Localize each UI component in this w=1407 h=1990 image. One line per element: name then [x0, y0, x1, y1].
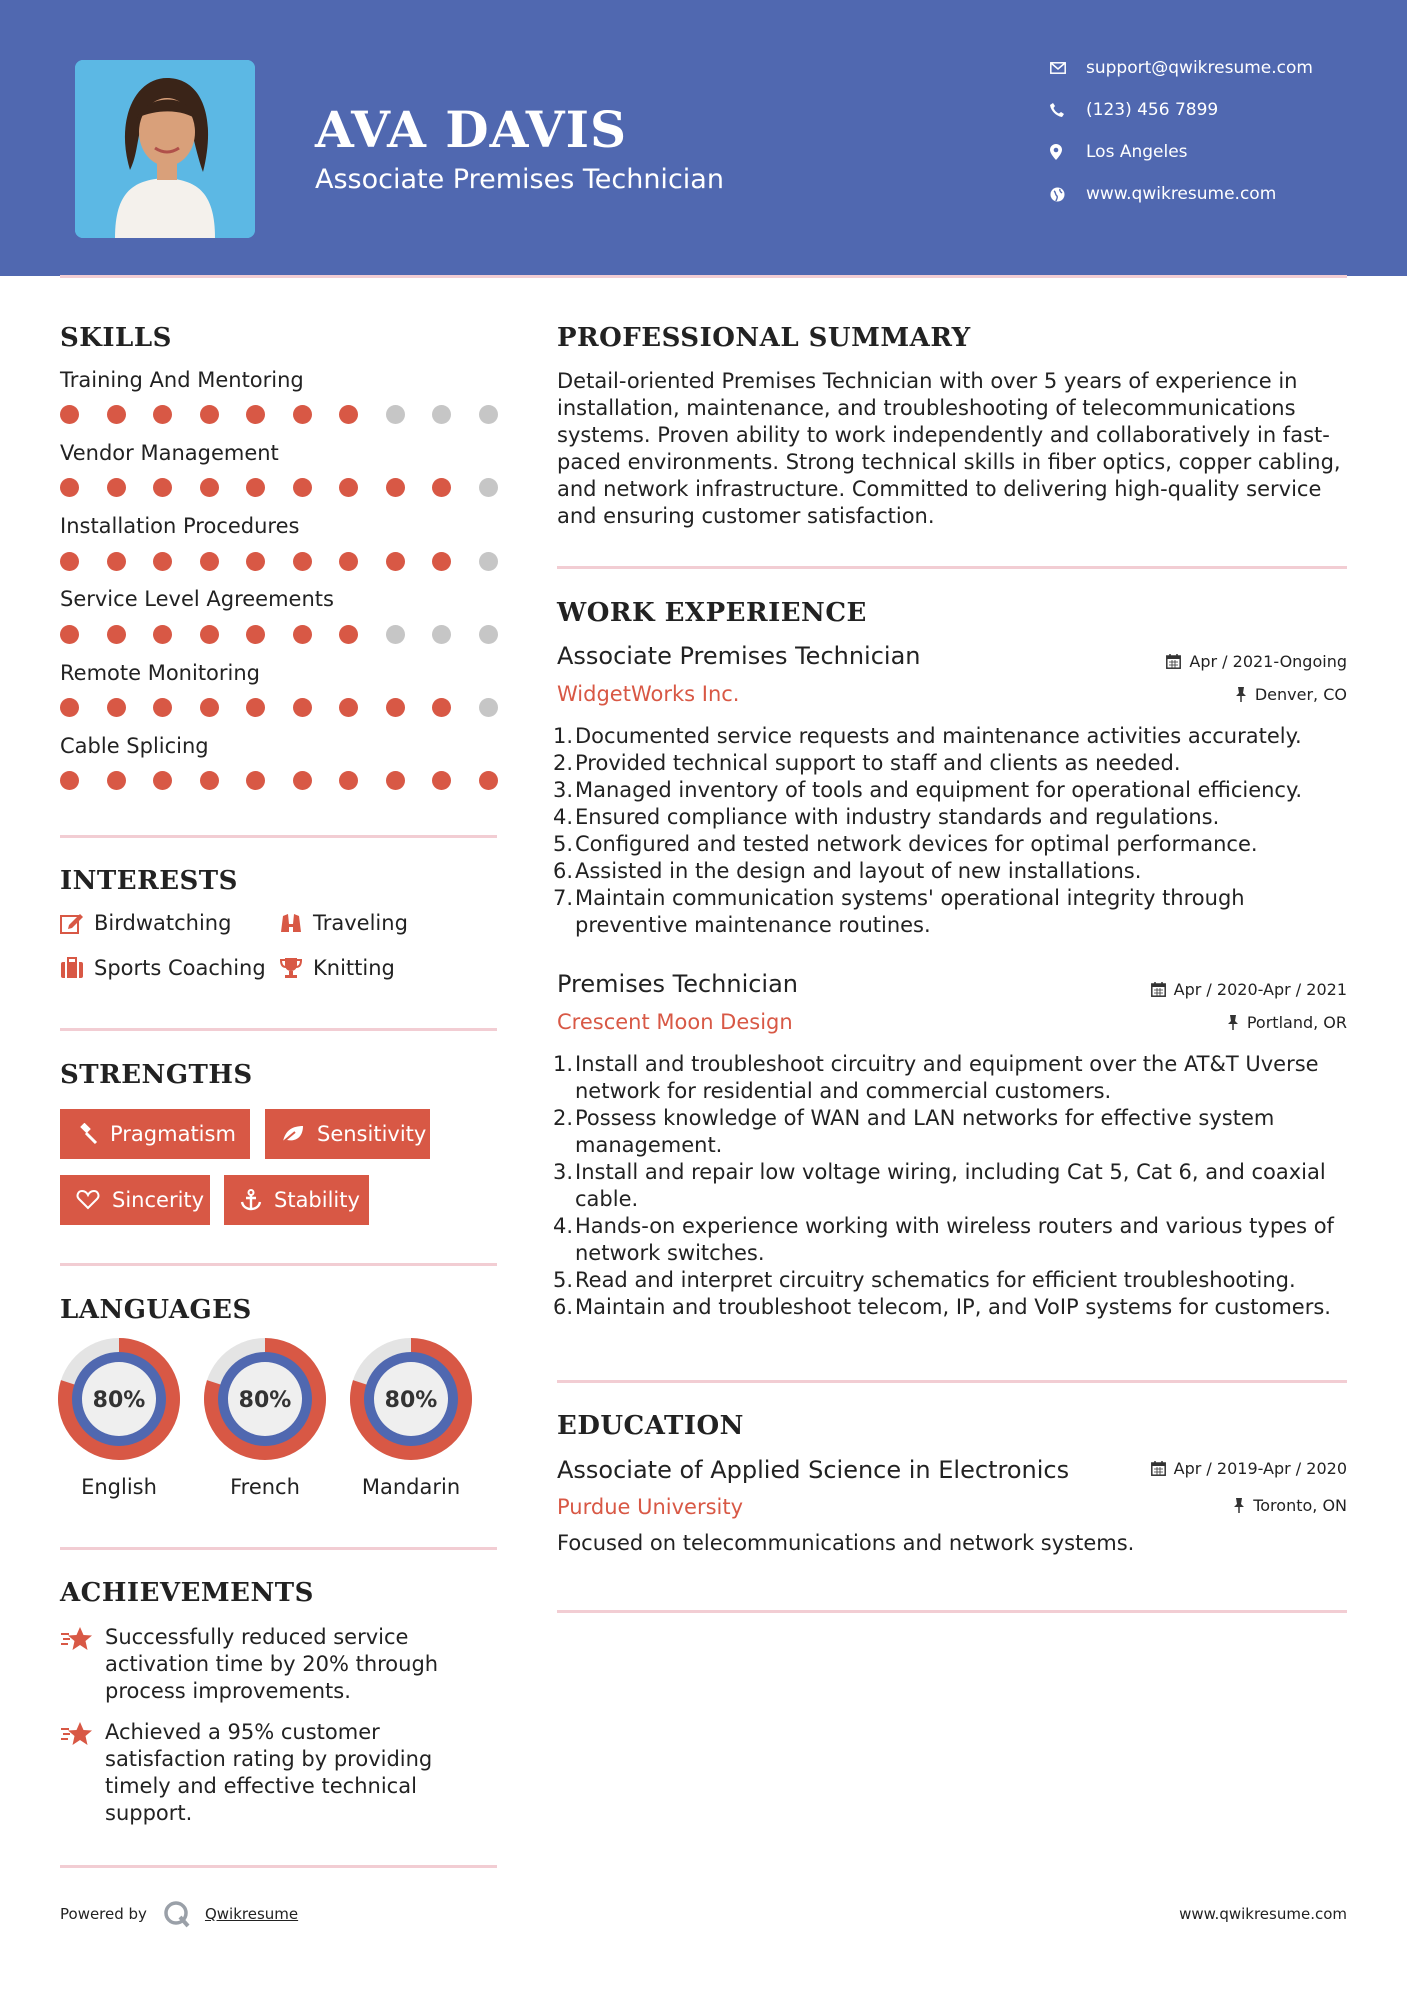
pushpin-icon [1227, 1015, 1239, 1030]
candidate-name: AVA DAVIS [315, 100, 628, 159]
education-dates: Apr / 2019-Apr / 2020 [1151, 1459, 1347, 1478]
achievement-item: Successfully reduced service activation time by 20% through process improvements. [60, 1624, 500, 1705]
strength-tag: Sincerity [60, 1175, 210, 1225]
section-divider [60, 1263, 497, 1266]
duty-item: Ensured compliance with industry standards and regulations. [575, 805, 1220, 829]
school-name: Purdue University [557, 1495, 744, 1519]
duty-item: Read and interpret circuitry schematics for efficient troubleshooting. [575, 1268, 1296, 1292]
duty-item: Managed inventory of tools and equipment for operational efficiency. [575, 778, 1303, 802]
duty-item: Maintain and troubleshoot telecom, IP, and VoIP systems for customers. [575, 1295, 1331, 1319]
calendar-icon [1151, 1461, 1166, 1476]
star-icon [60, 1719, 105, 1827]
heart-icon [76, 1190, 100, 1210]
skill-dot-filled [293, 552, 312, 571]
language-name: English [81, 1475, 157, 1499]
skill-dot-filled [200, 552, 219, 571]
skill-name: Cable Splicing [60, 734, 209, 758]
job-location: Denver, CO [1235, 685, 1347, 704]
skill-dot-filled [339, 771, 358, 790]
skill-dot-filled [60, 478, 79, 497]
skill-dot-filled [200, 405, 219, 424]
skill-dot-empty [479, 552, 498, 571]
strength-tag: Pragmatism [60, 1109, 250, 1159]
skill-dot-filled [432, 478, 451, 497]
language-gauge [204, 1338, 326, 1464]
skill-dot-filled [339, 625, 358, 644]
education-location: Toronto, ON [1233, 1496, 1347, 1515]
anchor-icon [240, 1189, 262, 1211]
duty-item: Provided technical support to staff and clients as needed. [575, 751, 1181, 775]
language-ring [204, 1338, 326, 1460]
language-name: French [230, 1475, 300, 1499]
gavel-icon [76, 1123, 98, 1145]
globe-icon [1050, 187, 1086, 202]
skill-dot-filled [246, 405, 265, 424]
duty-item: Configured and tested network devices for optimal performance. [575, 832, 1258, 856]
skill-dot-filled [293, 625, 312, 644]
skill-dot-filled [60, 698, 79, 717]
skill-dot-empty [479, 405, 498, 424]
strength-tag: Sensitivity [265, 1109, 430, 1159]
skill-dot-filled [60, 405, 79, 424]
footer-website[interactable]: www.qwikresume.com [1179, 1905, 1347, 1923]
section-divider [557, 1380, 1347, 1383]
skill-name: Service Level Agreements [60, 587, 334, 611]
skill-dot-filled [339, 405, 358, 424]
skill-dot-filled [339, 478, 358, 497]
skill-rating [60, 478, 500, 498]
header-divider [60, 275, 1347, 278]
skill-dot-empty [479, 478, 498, 497]
education-heading: EDUCATION [557, 1411, 744, 1441]
skill-name: Remote Monitoring [60, 661, 261, 685]
skill-dot-filled [107, 625, 126, 644]
pushpin-icon [1233, 1498, 1245, 1513]
skill-dot-empty [386, 625, 405, 644]
skill-dot-filled [386, 552, 405, 571]
skill-dot-filled [432, 698, 451, 717]
summary-heading: PROFESSIONAL SUMMARY [557, 323, 971, 353]
skill-dot-filled [339, 552, 358, 571]
section-divider [557, 566, 1347, 569]
skill-dot-empty [432, 625, 451, 644]
skill-dot-filled [339, 698, 358, 717]
qwikresume-logo-icon [163, 1900, 191, 1928]
binoculars-icon [279, 912, 313, 934]
skill-dot-empty [432, 405, 451, 424]
language-gauge [350, 1338, 472, 1464]
language-ring [350, 1338, 472, 1460]
calendar-icon [1151, 982, 1166, 997]
skill-dot-filled [432, 552, 451, 571]
job-location: Portland, OR [1227, 1013, 1347, 1032]
section-divider [557, 1610, 1347, 1613]
skill-dot-filled [107, 405, 126, 424]
skill-dot-filled [432, 771, 451, 790]
skill-dot-filled [200, 478, 219, 497]
duty-item: Install and troubleshoot circuitry and equipment over the AT&T Uverse network for residential and commercial customers. [575, 1052, 1319, 1103]
skill-rating [60, 405, 500, 425]
achievement-item: Achieved a 95% customer satisfaction rating by providing timely and effective technical support. [60, 1719, 500, 1827]
skill-dot-empty [386, 405, 405, 424]
language-percent: 80% [238, 1388, 292, 1413]
skill-dot-filled [293, 405, 312, 424]
languages-heading: LANGUAGES [60, 1295, 252, 1325]
skill-dot-filled [153, 478, 172, 497]
skill-dot-filled [386, 478, 405, 497]
skill-dot-empty [479, 698, 498, 717]
skill-rating [60, 771, 500, 791]
skill-dot-filled [246, 771, 265, 790]
skill-dot-filled [107, 478, 126, 497]
job-dates: Apr / 2020-Apr / 2021 [1151, 980, 1347, 999]
star-icon [60, 1624, 105, 1705]
strengths-heading: STRENGTHS [60, 1060, 253, 1090]
envelope-icon [1050, 62, 1086, 74]
skill-dot-filled [200, 625, 219, 644]
skill-dot-filled [60, 552, 79, 571]
skill-dot-filled [60, 625, 79, 644]
skill-name: Training And Mentoring [60, 368, 304, 392]
contact-website[interactable]: www.qwikresume.com [1050, 184, 1380, 204]
leaf-icon [281, 1124, 305, 1144]
education-description: Focused on telecommunications and network systems. [557, 1531, 1135, 1555]
company-name: Crescent Moon Design [557, 1010, 793, 1034]
briefcase-icon [60, 957, 94, 979]
skill-dot-filled [153, 625, 172, 644]
duty-item: Maintain communication systems' operational integrity through preventive maintenance routines. [575, 886, 1245, 937]
language-gauge [58, 1338, 180, 1464]
calendar-icon [1166, 654, 1181, 669]
duty-item: Install and repair low voltage wiring, including Cat 5, Cat 6, and coaxial cable. [575, 1160, 1326, 1211]
language-ring [58, 1338, 180, 1460]
skill-dot-filled [107, 698, 126, 717]
candidate-title: Associate Premises Technician [315, 164, 724, 195]
contact-phone[interactable]: (123) 456 7899 [1050, 100, 1380, 120]
skill-dot-empty [479, 625, 498, 644]
strength-tag: Stability [224, 1175, 369, 1225]
experience-heading: WORK EXPERIENCE [557, 598, 867, 628]
duty-item: Possess knowledge of WAN and LAN networks for effective system management. [575, 1106, 1275, 1157]
skill-dot-filled [386, 698, 405, 717]
summary-text: Detail-oriented Premises Technician with over 5 years of experience in installation, maintenance, and troubleshooting of telecommunications systems. Proven ability to work independently and collaboratively in fast-paced environments. Strong technical skills in fiber optics, copper cabling, and network infrastructure. Committed to delivering high-quality service and ensuring customer satisfaction. [557, 369, 1341, 528]
skill-dot-filled [200, 771, 219, 790]
skill-rating [60, 698, 500, 718]
phone-icon [1050, 103, 1086, 117]
job-title: Associate Premises Technician [557, 642, 921, 670]
skills-heading: SKILLS [60, 323, 172, 353]
interests-heading: INTERESTS [60, 866, 238, 896]
job-dates: Apr / 2021-Ongoing [1166, 652, 1347, 671]
language-name: Mandarin [361, 1475, 461, 1499]
map-marker-icon [1050, 144, 1086, 160]
skill-dot-filled [153, 698, 172, 717]
skill-dot-filled [107, 771, 126, 790]
contact-location: Los Angeles [1050, 142, 1380, 162]
degree-title: Associate of Applied Science in Electronics [557, 1456, 1070, 1484]
skill-dot-filled [246, 552, 265, 571]
duty-item: Assisted in the design and layout of new installations. [575, 859, 1142, 883]
skill-dot-filled [107, 552, 126, 571]
company-name: WidgetWorks Inc. [557, 682, 740, 706]
contact-email[interactable]: support@qwikresume.com [1050, 58, 1380, 78]
skill-rating [60, 552, 500, 572]
skill-dot-filled [293, 478, 312, 497]
section-divider [60, 1028, 497, 1031]
skill-dot-filled [293, 698, 312, 717]
skill-rating [60, 625, 500, 645]
skill-dot-filled [153, 405, 172, 424]
interest-item: Birdwatching [60, 911, 231, 935]
skill-dot-filled [153, 552, 172, 571]
skill-dot-filled [386, 771, 405, 790]
job-duties [557, 723, 1347, 939]
skill-dot-filled [479, 771, 498, 790]
skill-dot-filled [246, 625, 265, 644]
skill-dot-filled [200, 698, 219, 717]
edit-icon [60, 912, 94, 934]
interest-item: Knitting [279, 956, 395, 980]
achievements-heading: ACHIEVEMENTS [60, 1578, 314, 1608]
skill-name: Vendor Management [60, 441, 279, 465]
duty-item: Documented service requests and maintenance activities accurately. [575, 724, 1302, 748]
trophy-icon [279, 957, 313, 979]
language-percent: 80% [384, 1388, 438, 1413]
language-percent: 80% [92, 1388, 146, 1413]
skill-dot-filled [60, 771, 79, 790]
duty-item: Hands-on experience working with wireless routers and various types of network switches. [575, 1214, 1334, 1265]
skill-name: Installation Procedures [60, 514, 300, 538]
skill-dot-filled [246, 478, 265, 497]
section-divider [60, 1865, 497, 1868]
qwikresume-link[interactable]: Qwikresume [204, 1905, 299, 1923]
section-divider [60, 1547, 497, 1550]
footer-powered-by: Powered by Qwikresume [60, 1900, 298, 1928]
profile-photo [75, 60, 255, 238]
interest-item: Sports Coaching [60, 956, 266, 980]
skill-dot-filled [246, 698, 265, 717]
pushpin-icon [1235, 687, 1247, 702]
job-duties [557, 1051, 1347, 1321]
skill-dot-filled [293, 771, 312, 790]
section-divider [60, 835, 497, 838]
interest-item: Traveling [279, 911, 408, 935]
skill-dot-filled [153, 771, 172, 790]
job-title: Premises Technician [557, 970, 799, 998]
